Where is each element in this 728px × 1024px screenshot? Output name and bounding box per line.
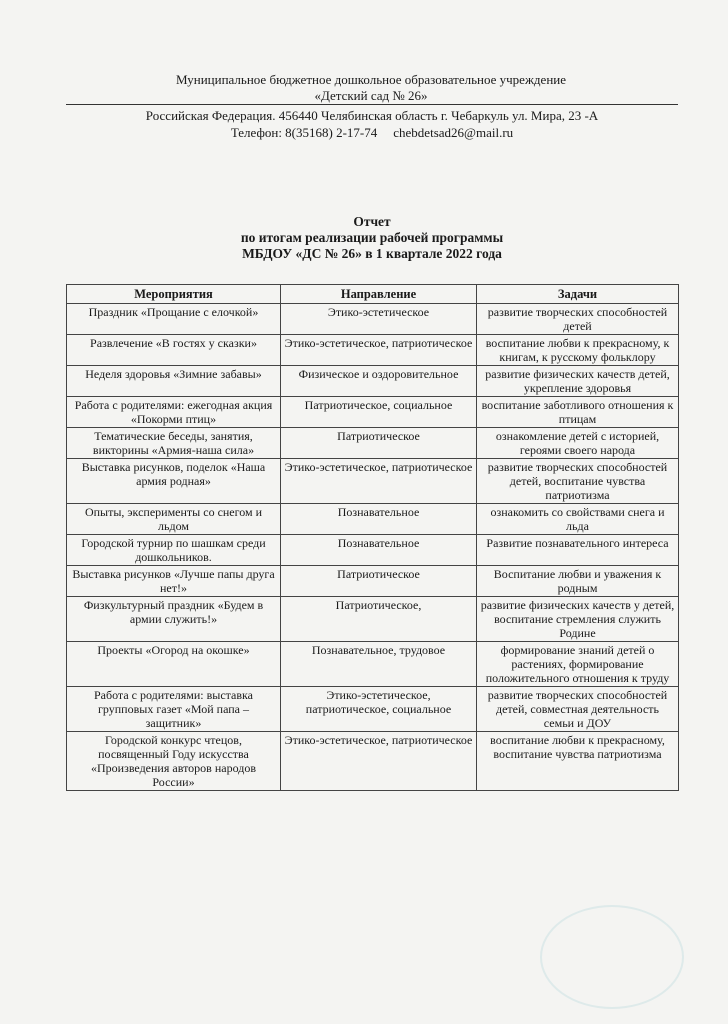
column-header-direction: Направление (281, 285, 477, 304)
event-cell: Выставка рисунков, поделок «Наша армия родная» (67, 459, 281, 504)
table-header-row (67, 285, 679, 304)
task-cell: ознакомить со свойствами снега и льда (477, 504, 679, 535)
direction-cell: Патриотическое, социальное (281, 397, 477, 428)
table-row (67, 366, 679, 397)
direction-cell: Этико-эстетическое, патриотическое, социальное (281, 687, 477, 732)
direction-cell: Этико-эстетическое, патриотическое (281, 732, 477, 791)
table-row (67, 504, 679, 535)
table-row (67, 304, 679, 335)
event-cell: Проекты «Огород на окошке» (67, 642, 281, 687)
task-cell: Развитие познавательного интереса (477, 535, 679, 566)
direction-cell: Патриотическое, (281, 597, 477, 642)
table-row (67, 335, 679, 366)
direction-cell: Этико-эстетическое, патриотическое (281, 459, 477, 504)
task-cell: развитие творческих способностей детей, совместная деятельность семьи и ДОУ (477, 687, 679, 732)
table-row (67, 459, 679, 504)
direction-cell: Патриотическое (281, 566, 477, 597)
title-line1: Отчет (353, 214, 391, 229)
direction-cell: Этико-эстетическое, патриотическое (281, 335, 477, 366)
task-cell: воспитание заботливого отношения к птицам (477, 397, 679, 428)
org-name-line1: Муниципальное бюджетное дошкольное образовательное учреждение (176, 72, 566, 87)
task-cell: воспитание любви к прекрасному, воспитание чувства патриотизма (477, 732, 679, 791)
direction-cell: Этико-эстетическое (281, 304, 477, 335)
table-body (67, 304, 679, 791)
title-line3: МБДОУ «ДС № 26» в 1 квартале 2022 года (242, 246, 502, 261)
report-title (66, 214, 678, 262)
event-cell: Тематические беседы, занятия, викторины «Армия-наша сила» (67, 428, 281, 459)
direction-cell: Познавательное (281, 504, 477, 535)
table-row (67, 397, 679, 428)
event-cell: Развлечение «В гостях у сказки» (67, 335, 281, 366)
table-row (67, 642, 679, 687)
organization-header (66, 72, 676, 104)
event-cell: Опыты, эксперименты со снегом и льдом (67, 504, 281, 535)
event-cell: Городской конкурс чтецов, посвященный Году искусства «Произведения авторов народов России» (67, 732, 281, 791)
task-cell: развитие физических качеств детей, укрепление здоровья (477, 366, 679, 397)
task-cell: воспитание любви к прекрасному, к книгам, к русскому фольклору (477, 335, 679, 366)
task-cell: формирование знаний детей о растениях, формирование положительного отношения к труду (477, 642, 679, 687)
phone-text: Телефон: 8(35168) 2-17-74 (230, 125, 378, 140)
phone-email-line (66, 124, 678, 141)
title-line2: по итогам реализации рабочей программы (240, 230, 504, 245)
direction-cell: Патриотическое (281, 428, 477, 459)
email-text: chebdetsad26@mail.ru (393, 125, 514, 140)
event-cell: Физкультурный праздник «Будем в армии служить!» (67, 597, 281, 642)
task-cell: ознакомление детей с историей, героями своего народа (477, 428, 679, 459)
event-cell: Работа с родителями: ежегодная акция «Покорми птиц» (67, 397, 281, 428)
contacts-block (66, 107, 678, 141)
table-row (67, 535, 679, 566)
event-cell: Выставка рисунков «Лучше папы друга нет!» (67, 566, 281, 597)
faded-stamp (540, 905, 684, 1009)
table-row (67, 597, 679, 642)
table-row (67, 428, 679, 459)
header-divider (66, 104, 678, 105)
direction-cell: Познавательное (281, 535, 477, 566)
event-cell: Неделя здоровья «Зимние забавы» (67, 366, 281, 397)
task-cell: развитие творческих способностей детей, воспитание чувства патриотизма (477, 459, 679, 504)
event-cell: Городской турнир по шашкам среди дошкольников. (67, 535, 281, 566)
table-row (67, 732, 679, 791)
task-cell: Воспитание любви и уважения к родным (477, 566, 679, 597)
event-cell: Работа с родителями: выставка групповых газет «Мой папа – защитник» (67, 687, 281, 732)
column-header-tasks: Задачи (477, 285, 679, 304)
task-cell: развитие творческих способностей детей (477, 304, 679, 335)
event-cell: Праздник «Прощание с елочкой» (67, 304, 281, 335)
table-row (67, 566, 679, 597)
report-table (66, 284, 679, 791)
address-line: Российская Федерация. 456440 Челябинская область г. Чебаркуль ул. Мира, 23 -А (145, 108, 599, 123)
direction-cell: Физическое и оздоровительное (281, 366, 477, 397)
direction-cell: Познавательное, трудовое (281, 642, 477, 687)
task-cell: развитие физических качеств у детей, воспитание стремления служить Родине (477, 597, 679, 642)
org-name-line2: «Детский сад № 26» (314, 88, 428, 103)
table-row (67, 687, 679, 732)
column-header-events: Мероприятия (67, 285, 281, 304)
